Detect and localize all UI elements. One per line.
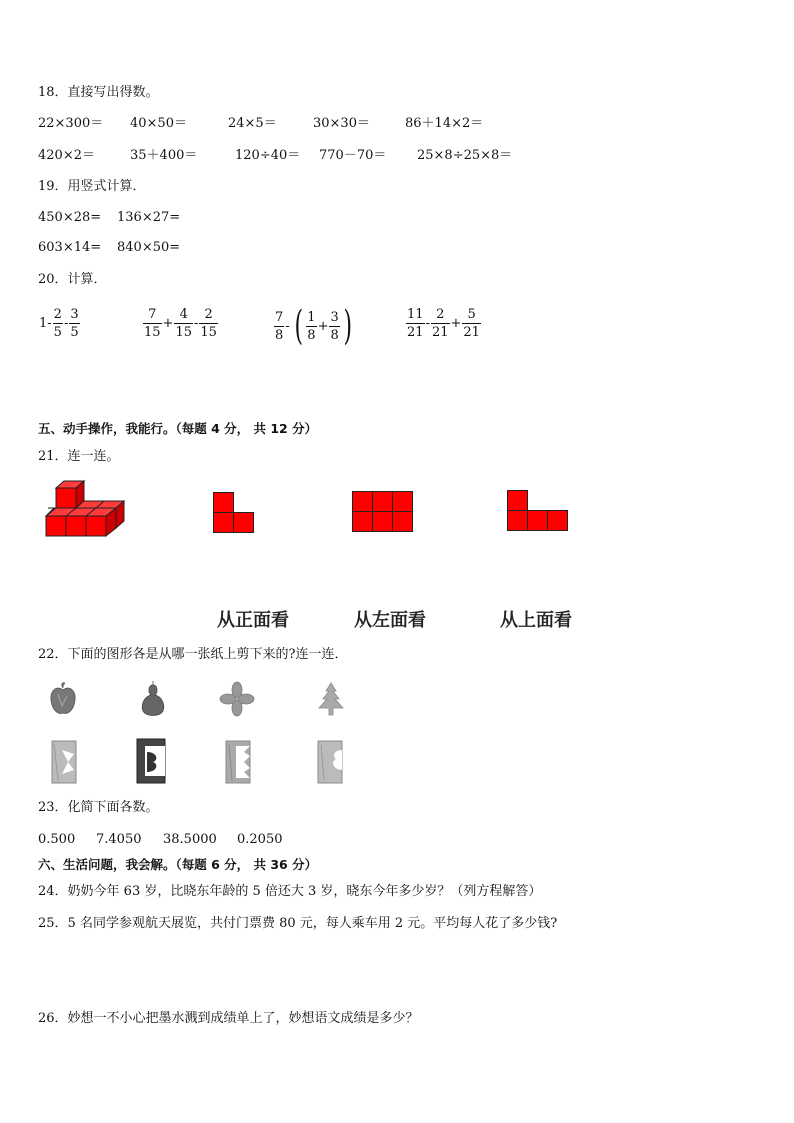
- q20-expression-3: [274, 303, 355, 349]
- q22-title: 22．下面的图形各是从哪一张纸上剪下来的?连一连．: [38, 647, 348, 662]
- q18-item: 40×50＝: [130, 116, 187, 131]
- view-option-3[interactable]: [507, 490, 569, 532]
- view-label-front: 从正面看: [217, 610, 289, 631]
- q20-title: 20．计算．: [38, 272, 107, 287]
- fraction: $\frac{3}{5}$: [70, 307, 79, 340]
- q23-value: 7.4050: [96, 832, 142, 847]
- q20-expression-2: [143, 306, 218, 341]
- cube-stack-figure: [44, 480, 130, 542]
- operator: +: [450, 316, 462, 331]
- flower-cutout-icon[interactable]: [220, 682, 254, 716]
- view-label-top: 从上面看: [500, 610, 572, 631]
- q24-text: 24．奶奶今年 63 岁，比晓东年龄的 5 倍还大 3 岁，晓东今年多少岁？（列方程解答）: [38, 884, 542, 899]
- q19-item: 840×50=: [117, 240, 181, 255]
- q18-item: 86＋14×2＝: [405, 116, 484, 131]
- operator: +: [162, 316, 174, 331]
- operator: -: [425, 316, 430, 331]
- q21-title: 21．连一连。: [38, 449, 120, 464]
- q18-item: 420×2＝: [38, 148, 95, 163]
- q18-item: 24×5＝: [228, 116, 277, 131]
- paper-b-icon[interactable]: [135, 738, 167, 784]
- view-option-1[interactable]: [213, 492, 255, 534]
- q18-item: 120÷40＝: [235, 148, 301, 163]
- fraction: $\frac{7}{15}$: [144, 307, 161, 340]
- fraction: $\frac{2}{15}$: [200, 307, 217, 340]
- q23-value: 0.500: [38, 832, 76, 847]
- operator: -: [285, 318, 290, 334]
- operator: +: [317, 318, 329, 334]
- fraction: $\frac{3}{8}$: [330, 309, 339, 343]
- fraction: $\frac{7}{8}$: [275, 309, 284, 343]
- left-paren: (: [294, 303, 303, 349]
- paper-a-icon[interactable]: [50, 740, 80, 784]
- operator: -: [194, 316, 199, 331]
- fraction: $\frac{5}{21}$: [463, 307, 480, 340]
- section-5-heading: 五、动手操作，我能行。（每题 4 分， 共 12 分）: [38, 421, 318, 436]
- q25-text: 25．5 名同学参观航天展览，共付门票费 80 元，每人乘车用 2 元。平均每人花了多少钱?: [38, 916, 558, 931]
- fraction: $\frac{2}{5}$: [53, 307, 62, 340]
- paper-c-icon[interactable]: [224, 740, 254, 784]
- q18-item: 22×300＝: [38, 116, 104, 131]
- fraction: $\frac{11}{21}$: [407, 307, 424, 340]
- q19-item: 136×27=: [117, 210, 181, 225]
- operator: -: [63, 316, 69, 331]
- q18-item: 25×8÷25×8＝: [417, 148, 513, 163]
- lead: 1-: [39, 316, 52, 331]
- q18-item: 770－70＝: [319, 148, 387, 163]
- view-label-left: 从左面看: [354, 610, 426, 631]
- q18-item: 30×30＝: [313, 116, 370, 131]
- q23-value: 38.5000: [163, 832, 217, 847]
- q26-text: 26．妙想一不小心把墨水溅到成绩单上了，妙想语文成绩是多少？: [38, 1011, 419, 1026]
- tree-cutout-icon[interactable]: [316, 682, 346, 716]
- apple-cutout-icon[interactable]: [50, 682, 76, 716]
- q18-title: 18．直接写出得数。: [38, 85, 159, 100]
- q20-expression-1: [38, 306, 80, 341]
- fraction: $\frac{2}{21}$: [431, 307, 449, 340]
- gourd-cutout-icon[interactable]: [139, 680, 167, 718]
- fraction: $\frac{1}{8}$: [307, 309, 316, 343]
- q23-title: 23．化简下面各数。: [38, 800, 159, 815]
- q20-expression-4: [406, 306, 481, 341]
- fraction: $\frac{4}{15}$: [175, 307, 192, 340]
- view-option-2[interactable]: [352, 491, 414, 533]
- q19-item: 450×28=: [38, 210, 102, 225]
- section-6-heading: 六、生活问题，我会解。（每题 6 分， 共 36 分）: [38, 857, 318, 872]
- q23-value: 0.2050: [237, 832, 283, 847]
- right-paren: ): [343, 303, 352, 349]
- paper-d-icon[interactable]: [316, 740, 346, 784]
- q19-item: 603×14=: [38, 240, 102, 255]
- q19-title: 19．用竖式计算．: [38, 179, 146, 194]
- q18-item: 35＋400＝: [130, 148, 198, 163]
